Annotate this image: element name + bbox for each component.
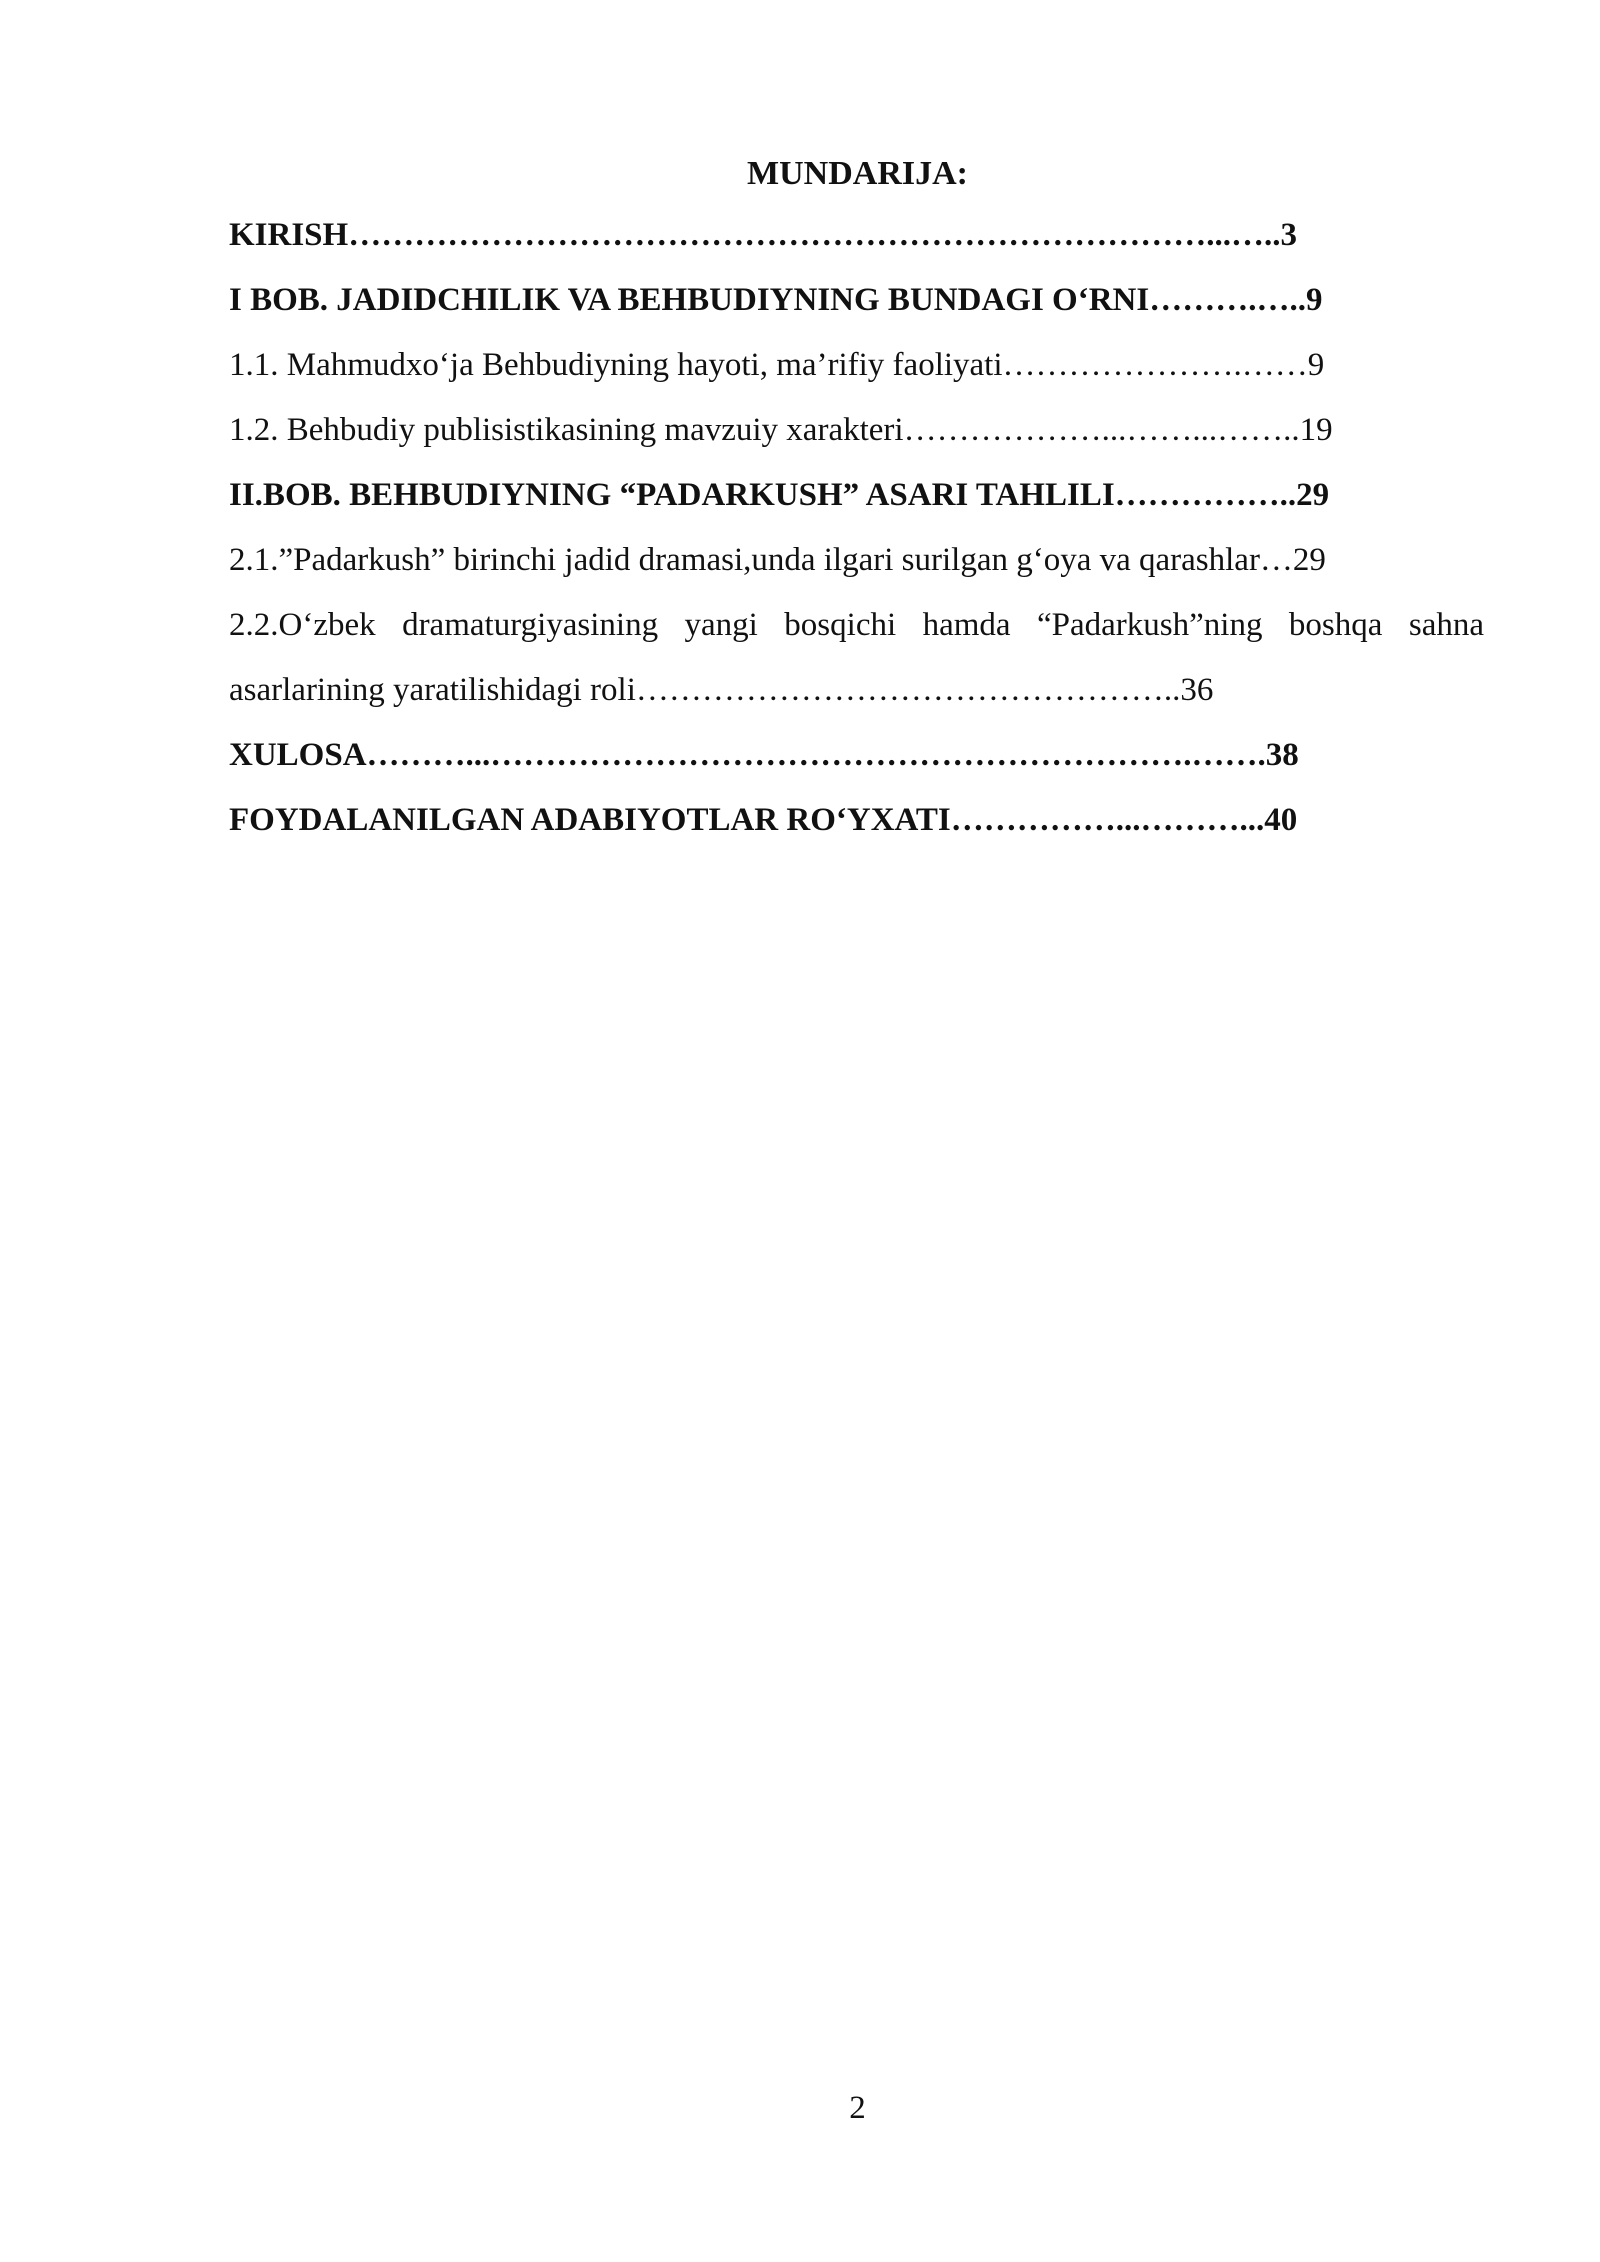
toc-entry-chapter-1: I BOB. JADIDCHILIK VA BEHBUDIYNING BUNDAGI O‘RNI……….…..9: [229, 282, 1323, 318]
toc-title: MUNDARIJA:: [747, 155, 968, 192]
toc-entry-section-1-1: 1.1. Mahmudxo‘ja Behbudiyning hayoti, ma’rifiy faoliyati………………….……9: [229, 347, 1325, 383]
toc-entry-section-2-2: 2.2.O‘zbek dramaturgiyasining yangi bosqichi hamda “Padarkush”ning boshqa sahna asarlarining yaratilishidagi roli…………………………………………..36: [229, 607, 1484, 708]
toc-entry-references: FOYDALANILGAN ADABIYOTLAR RO‘YXATI……………...………...40: [229, 802, 1298, 838]
toc-entry-kirish: KIRISH……………………………………………………………………...…..3: [229, 217, 1297, 253]
page-number: 2: [849, 2090, 866, 2126]
toc-entry-xulosa: XULOSA………...……………………………………………………….…….38: [229, 737, 1299, 773]
toc-entry-section-1-2: 1.2. Behbudiy publisistikasining mavzuiy xarakteri………………...……...……..19: [229, 412, 1333, 448]
toc-entry-chapter-2: II.BOB. BEHBUDIYNING “PADARKUSH” ASARI TAHLILI……………..29: [229, 477, 1330, 513]
toc-entry-section-2-1: 2.1.”Padarkush” birinchi jadid dramasi,unda ilgari surilgan g‘oya va qarashlar…29: [229, 542, 1326, 578]
